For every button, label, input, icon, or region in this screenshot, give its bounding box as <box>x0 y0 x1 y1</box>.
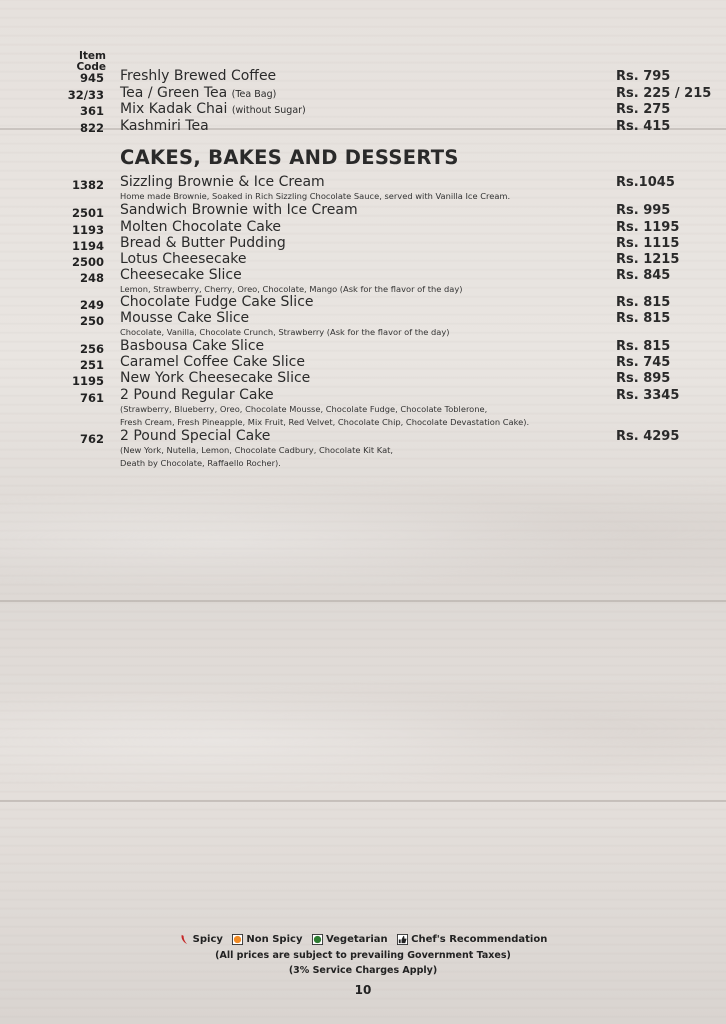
wood-texture <box>0 680 726 800</box>
item-price: Rs. 995 <box>616 203 671 218</box>
item-name: Bread & Butter Pudding <box>120 235 286 251</box>
item-code: 250 <box>79 314 104 328</box>
item-name: Sizzling Brownie & Ice Cream <box>120 174 325 190</box>
item-description: (Strawberry, Blueberry, Oreo, Chocolate Mousse, Chocolate Fudge, Chocolate Toblerone, <box>120 404 488 414</box>
item-code: 1195 <box>71 374 104 388</box>
thumbs-up-icon <box>397 934 408 945</box>
item-name-text: Freshly Brewed Coffee <box>120 68 277 84</box>
item-code: 249 <box>79 298 104 312</box>
non-spicy-icon <box>232 934 243 945</box>
service-charge-note: (3% Service Charges Apply) <box>288 965 438 976</box>
item-code: 361 <box>79 104 104 118</box>
item-name: Chocolate Fudge Cake Slice <box>120 294 314 310</box>
legend-item-vegetarian <box>312 934 388 945</box>
item-description: (New York, Nutella, Lemon, Chocolate Cadbury, Chocolate Kit Kat, <box>120 445 394 455</box>
item-name: 2 Pound Special Cake <box>120 428 271 444</box>
item-code: 251 <box>79 358 104 372</box>
wood-plank-seam <box>0 800 726 802</box>
legend-label: Non Spicy <box>246 934 303 945</box>
item-price: Rs. 815 <box>616 311 671 326</box>
item-name: Molten Chocolate Cake <box>120 219 282 235</box>
item-description: Chocolate, Vanilla, Chocolate Crunch, Strawberry (Ask for the flavor of the day) <box>120 327 450 337</box>
item-name <box>120 101 306 117</box>
item-price: Rs.1045 <box>616 175 675 190</box>
item-name: Mousse Cake Slice <box>120 310 250 326</box>
item-code: 2501 <box>71 206 104 220</box>
item-description: Fresh Cream, Fresh Pineapple, Mix Fruit, Red Velvet, Chocolate Chip, Chocolate Devastation Cake). <box>120 417 530 427</box>
item-code: 761 <box>79 391 104 405</box>
item-name-text: Tea / Green Tea <box>120 85 228 101</box>
item-name: New York Cheesecake Slice <box>120 370 311 386</box>
item-name: Sandwich Brownie with Ice Cream <box>120 202 358 218</box>
item-price: Rs. 815 <box>616 339 671 354</box>
item-price: Rs. 1115 <box>616 236 680 251</box>
wood-texture <box>0 480 726 600</box>
item-code: 1193 <box>71 223 104 237</box>
item-description: Lemon, Strawberry, Cherry, Oreo, Chocolate, Mango (Ask for the flavor of the day) <box>120 284 463 294</box>
item-price: Rs. 1195 <box>616 220 680 235</box>
item-price: Rs. 745 <box>616 355 671 370</box>
item-code: 945 <box>79 71 104 85</box>
item-description: Death by Chocolate, Raffaello Rocher). <box>120 458 281 468</box>
item-price: Rs. 845 <box>616 268 671 283</box>
tax-note: (All prices are subject to prevailing Government Taxes) <box>215 950 511 961</box>
item-code: 762 <box>79 432 104 446</box>
item-name-text: Kashmiri Tea <box>120 118 209 134</box>
item-code-header: Item Code <box>76 50 106 73</box>
item-price: Rs. 795 <box>616 69 671 84</box>
item-name <box>120 68 276 84</box>
legend-item-non-spicy <box>232 934 302 945</box>
item-code: 822 <box>79 121 104 135</box>
item-code: 1194 <box>71 239 104 253</box>
item-price: Rs. 225 / 215 <box>616 86 712 101</box>
item-description: Home made Brownie, Soaked in Rich Sizzling Chocolate Sauce, served with Vanilla Ice Cream. <box>120 191 511 201</box>
legend-item-spicy <box>179 934 223 945</box>
item-note: (Tea Bag) <box>231 89 277 100</box>
legend <box>0 934 726 948</box>
item-name: Cheesecake Slice <box>120 267 242 283</box>
item-price: Rs. 895 <box>616 371 671 386</box>
item-name: Lotus Cheesecake <box>120 251 247 267</box>
item-code: 256 <box>79 342 104 356</box>
vegetarian-icon <box>312 934 323 945</box>
legend-label: Spicy <box>192 934 223 945</box>
legend-label: Chef's Recommendation <box>411 934 548 945</box>
item-name <box>120 85 276 101</box>
wood-plank-seam <box>0 600 726 602</box>
item-price: Rs. 4295 <box>616 429 680 444</box>
item-name: 2 Pound Regular Cake <box>120 387 274 403</box>
item-note: (without Sugar) <box>231 105 306 116</box>
item-price: Rs. 415 <box>616 119 671 134</box>
item-code: 2500 <box>71 255 104 269</box>
item-code: 32/33 <box>67 88 104 102</box>
item-price: Rs. 815 <box>616 295 671 310</box>
item-price: Rs. 3345 <box>616 388 680 403</box>
legend-label: Vegetarian <box>325 934 388 945</box>
item-name-text: Mix Kadak Chai <box>120 101 228 117</box>
item-price: Rs. 275 <box>616 102 671 117</box>
legend-item-chef-recommendation <box>397 934 547 945</box>
item-price: Rs. 1215 <box>616 252 680 267</box>
item-name <box>120 118 209 134</box>
page-number: 10 <box>354 983 372 997</box>
item-code: 1382 <box>71 178 104 192</box>
item-name: Basbousa Cake Slice <box>120 338 265 354</box>
item-code: 248 <box>79 271 104 285</box>
chili-icon <box>179 934 190 945</box>
item-name: Caramel Coffee Cake Slice <box>120 354 305 370</box>
section-title: CAKES, BAKES AND DESSERTS <box>120 146 459 169</box>
